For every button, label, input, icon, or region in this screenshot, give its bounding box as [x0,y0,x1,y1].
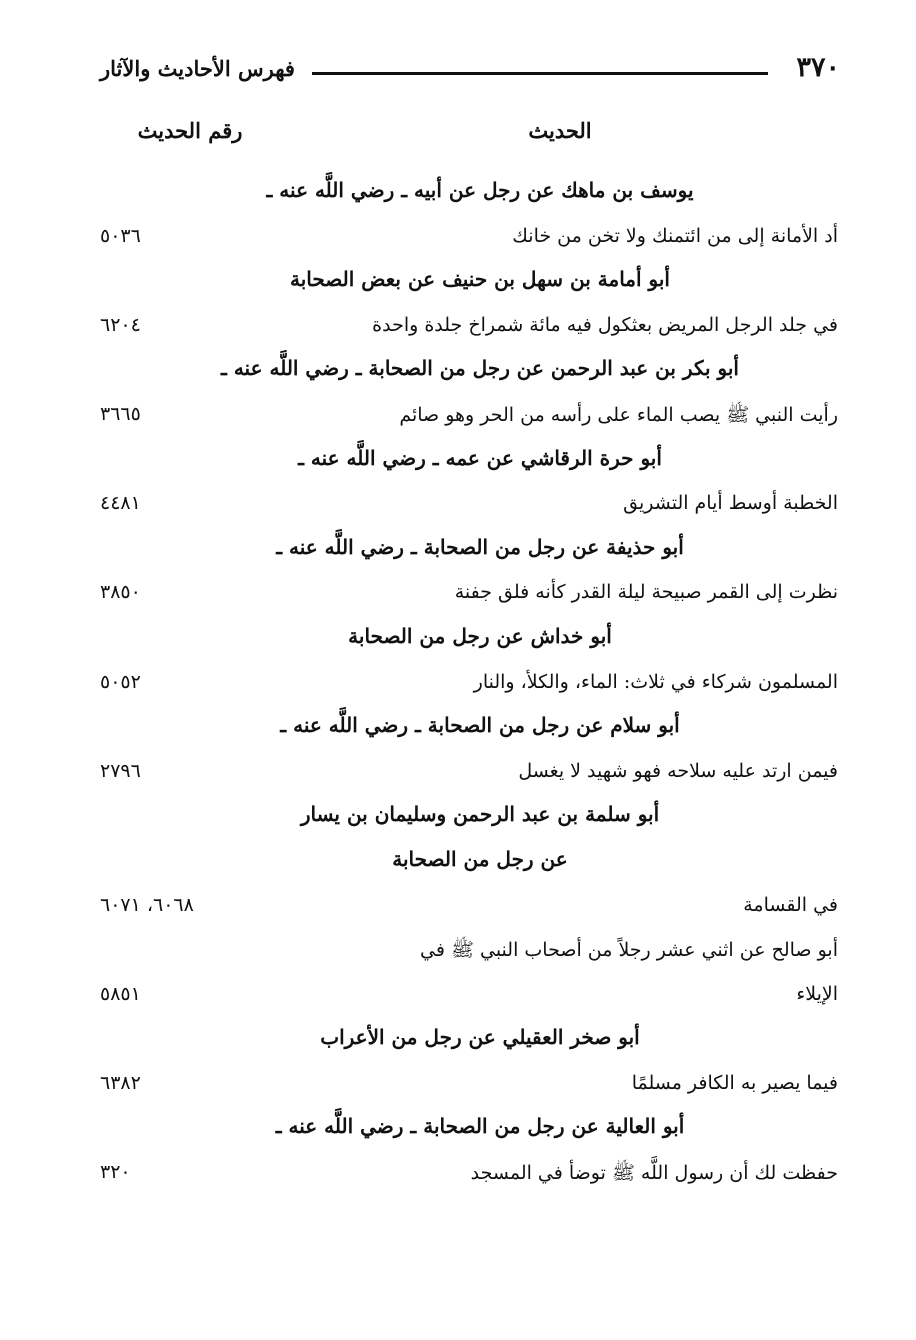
hadith-entry [0,663,916,708]
hadith-entry [0,886,916,931]
hadith-number: ٦٢٠٤ [100,313,141,336]
narrator-name: أبو سلمة بن عبد الرحمن وسليمان بن يسار [300,802,660,827]
hadith-entry [0,1064,916,1109]
header-rule [312,72,768,75]
hadith-number: ٥٠٣٦ [100,224,141,247]
hadith-text: رأيت النبي ﷺ يصب الماء على رأسه من الحر وهو صائم [399,403,838,426]
narrator-heading [0,529,916,574]
narrator-name: يوسف بن ماهك عن رجل عن أبيه ـ رضي اللَّه عنه ـ [266,178,694,202]
hadith-number: ٥٨٥١ [100,982,141,1005]
hadith-number: ٣٦٦٥ [100,402,141,425]
hadith-entry [0,1153,916,1198]
hadith-number: ٢٧٩٦ [100,759,141,782]
narrator-name: أبو حذيفة عن رجل من الصحابة ـ رضي اللَّه عنه ـ [276,534,684,559]
index-title: فهرس الأحاديث والآثار [100,56,295,81]
hadith-text: نظرت إلى القمر صبيحة ليلة القدر كأنه فلق جفنة [454,581,838,604]
hadith-entry [0,484,916,529]
narrator-name: عن رجل من الصحابة [392,846,568,871]
hadith-number: ٤٤٨١ [100,492,141,515]
narrator-name: أبو سلام عن رجل من الصحابة ـ رضي اللَّه عنه ـ [280,713,680,738]
hadith-entry [0,306,916,351]
page-number: ٣٧٠ [796,52,840,83]
column-header-number: رقم الحديث [137,118,243,143]
narrator-name: أبو حرة الرقاشي عن عمه ـ رضي اللَّه عنه ـ [298,445,662,470]
hadith-entry [0,217,916,262]
hadith-text: حفظت لك أن رسول اللَّه ﷺ توضأ في المسجد [470,1162,838,1185]
narrator-heading [0,618,916,663]
column-header-hadith: الحديث [528,118,592,143]
narrator-name: أبو العالية عن رجل من الصحابة ـ رضي اللَّه عنه ـ [275,1114,685,1139]
narrator-heading [0,350,916,395]
narrator-name: أبو بكر بن عبد الرحمن عن رجل من الصحابة ـ رضي اللَّه عنه ـ [221,356,739,381]
narrator-heading [0,1019,916,1064]
hadith-number: ٦٣٨٢ [100,1071,141,1094]
hadith-text: أبو صالح عن اثني عشر رجلاً من أصحاب النبي ﷺ في [420,939,838,962]
narrator-heading [0,172,916,217]
hadith-text: فيمن ارتد عليه سلاحه فهو شهيد لا يغسل [518,759,838,782]
hadith-entry [0,395,916,440]
hadith-entry-continuation [0,975,916,1020]
narrator-heading [0,261,916,306]
hadith-text: أد الأمانة إلى من ائتمنك ولا تخن من خانك [512,224,838,247]
hadith-text: فيما يصير به الكافر مسلمًا [631,1071,838,1094]
narrator-name: أبو صخر العقيلي عن رجل من الأعراب [320,1025,640,1050]
narrator-heading [0,707,916,752]
narrator-name: أبو أمامة بن سهل بن حنيف عن بعض الصحابة [290,267,670,292]
narrator-heading [0,440,916,485]
index-entries [0,172,916,1198]
hadith-text: في جلد الرجل المريض بعثكول فيه مائة شمراخ جلدة واحدة [372,313,838,336]
narrator-heading [0,841,916,886]
hadith-text: الإيلاء [796,982,838,1005]
hadith-entry [0,930,916,975]
hadith-entry [0,573,916,618]
narrator-heading [0,1108,916,1153]
hadith-entry [0,752,916,797]
narrator-name: أبو خداش عن رجل من الصحابة [348,623,612,648]
running-header [100,52,840,92]
hadith-number: ٥٠٥٢ [100,670,141,693]
hadith-number: ٦٠٦٨، ٦٠٧١ [100,893,194,916]
hadith-text: في القسامة [743,893,838,916]
hadith-number: ٣٢٠ [100,1161,131,1184]
hadith-text: المسلمون شركاء في ثلاث: الماء، والكلأ، والنار [473,670,838,693]
hadith-number: ٣٨٥٠ [100,581,141,604]
narrator-heading [0,796,916,841]
hadith-text: الخطبة أوسط أيام التشريق [623,492,838,515]
